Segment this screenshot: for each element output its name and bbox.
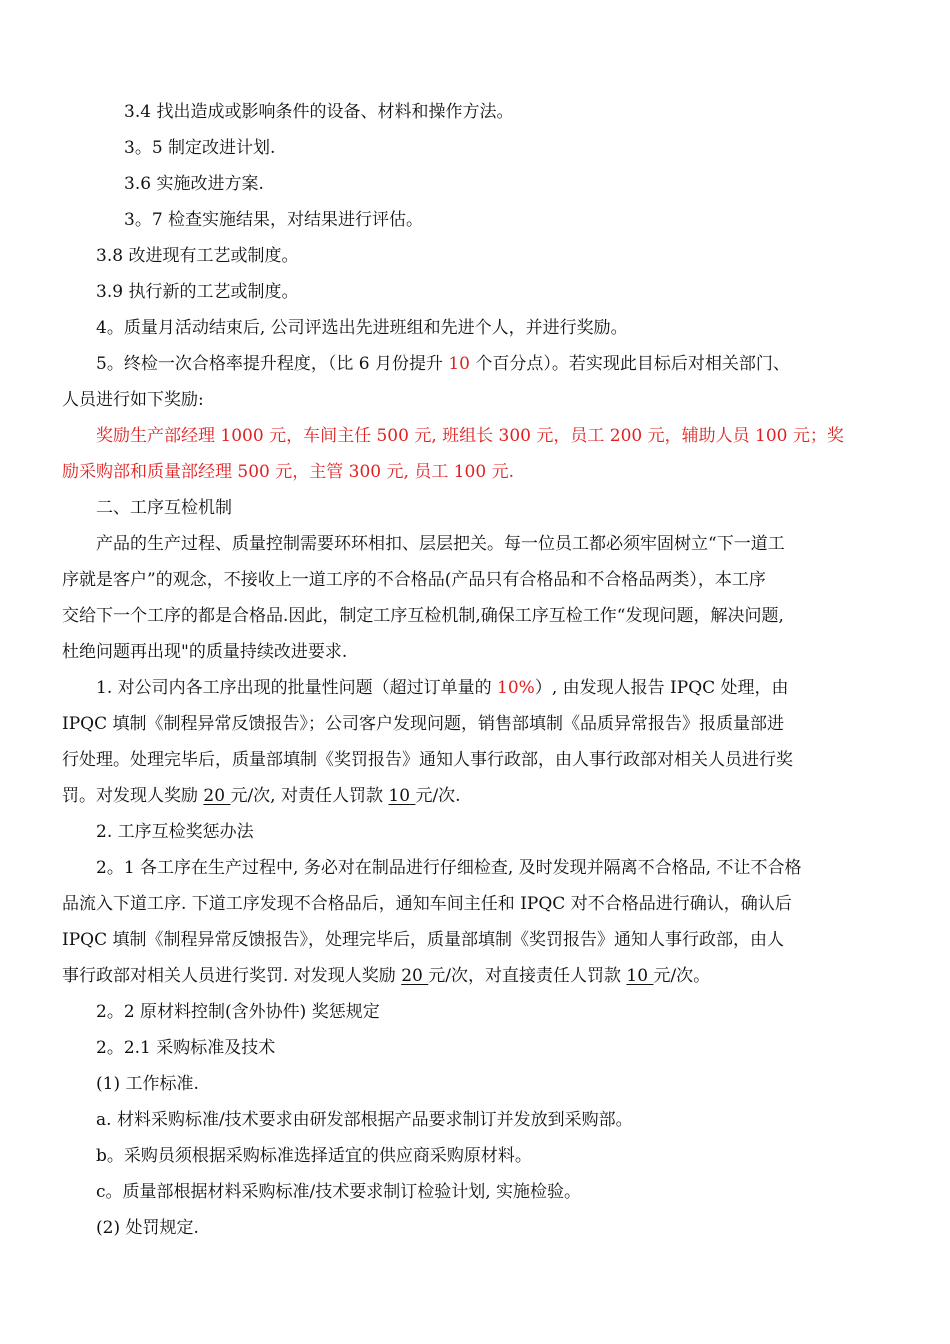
text-run: 个百分点）。若实现此目标后对相关部门、 bbox=[469, 354, 790, 374]
underlined-amount: 10 bbox=[388, 786, 416, 806]
item-2-1-line-3: IPQC 填制《制程异常反馈报告》，处理完毕后，质量部填制《奖罚报告》通知人事行政部，由人 bbox=[62, 930, 785, 950]
work-standard-heading: (1) 工作标准. bbox=[96, 1074, 199, 1094]
underlined-amount: 10 bbox=[626, 966, 654, 986]
text-run: 元/次. bbox=[415, 786, 461, 806]
text-run: 罚。对发现人奖励 bbox=[62, 786, 204, 806]
item-1-line-2: IPQC 填制《制程异常反馈报告》；公司客户发现问题，销售部填制《品质异常报告》报质量部进 bbox=[62, 714, 785, 734]
reward-line-2: 励采购部和质量部经理 500 元，主管 300 元, 员工 100 元. bbox=[62, 462, 514, 482]
item-1-line-3: 行处理。处理完毕后，质量部填制《奖罚报告》通知人事行政部，由人事行政部对相关人员进行奖 bbox=[62, 750, 793, 770]
paragraph-3-8: 3.8 改进现有工艺或制度。 bbox=[96, 246, 299, 266]
reward-line-1: 奖励生产部经理 1000 元，车间主任 500 元, 班组长 300 元，员工 200 元，辅助人员 100 元；奖 bbox=[96, 426, 844, 446]
highlight-run: 10% bbox=[497, 678, 535, 698]
intro-line-3: 交给下一个工序的都是合格品.因此，制定工序互检机制,确保工序互检工作“发现问题，解决问题, bbox=[62, 606, 784, 626]
standard-item-b: b。采购员须根据采购标准选择适宜的供应商采购原材料。 bbox=[96, 1146, 532, 1166]
paragraph-5-line-1 bbox=[96, 352, 790, 376]
section-heading-2: 二、工序互检机制 bbox=[96, 498, 232, 518]
text-run: 元/次, 对责任人罚款 bbox=[230, 786, 389, 806]
underlined-amount: 20 bbox=[401, 966, 429, 986]
item-2-heading: 2. 工序互检奖惩办法 bbox=[96, 822, 254, 842]
paragraph-3-7: 3。7 检查实施结果，对结果进行评估。 bbox=[124, 210, 424, 230]
intro-line-1: 产品的生产过程、质量控制需要环环相扣、层层把关。每一位员工都必须牢固树立“下一道工 bbox=[96, 534, 785, 554]
standard-item-a: a. 材料采购标准/技术要求由研发部根据产品要求制订并发放到采购部。 bbox=[96, 1110, 633, 1130]
item-2-1-line-1: 2。1 各工序在生产过程中, 务必对在制品进行仔细检查, 及时发现并隔离不合格品, 不让不合格 bbox=[96, 858, 802, 878]
paragraph-4: 4。质量月活动结束后, 公司评选出先进班组和先进个人，并进行奖励。 bbox=[96, 318, 628, 338]
paragraph-5-line-2: 人员进行如下奖励: bbox=[62, 390, 204, 410]
standard-item-c: c。质量部根据材料采购标准/技术要求制订检验计划, 实施检验。 bbox=[96, 1182, 582, 1202]
paragraph-3-9: 3.9 执行新的工艺或制度。 bbox=[96, 282, 299, 302]
text-run: 5。终检一次合格率提升程度，（比 6 月份提升 bbox=[96, 354, 449, 374]
text-run: 元/次。 bbox=[653, 966, 711, 986]
item-2-2-1-heading: 2。2.1 采购标准及技术 bbox=[96, 1038, 276, 1058]
underlined-amount: 20 bbox=[203, 786, 231, 806]
highlight-run: 10 bbox=[448, 354, 470, 374]
paragraph-3-4: 3.4 找出造成或影响条件的设备、材料和操作方法。 bbox=[124, 102, 514, 122]
penalty-heading: (2) 处罚规定. bbox=[96, 1218, 199, 1238]
item-2-2-heading: 2。2 原材料控制(含外协件) 奖惩规定 bbox=[96, 1002, 380, 1022]
item-2-1-line-2: 品流入下道工序. 下道工序发现不合格品后，通知车间主任和 IPQC 对不合格品进行确认，确认后 bbox=[62, 894, 792, 914]
text-run: 1. 对公司内各工序出现的批量性问题（超过订单量的 bbox=[96, 678, 498, 698]
paragraph-3-6: 3.6 实施改进方案. bbox=[124, 174, 264, 194]
item-1-line-1 bbox=[96, 676, 789, 700]
intro-line-4: 杜绝问题再出现"的质量持续改进要求. bbox=[62, 642, 348, 662]
paragraph-3-5: 3。5 制定改进计划. bbox=[124, 138, 276, 158]
intro-line-2: 序就是客户”的观念，不接收上一道工序的不合格品(产品只有合格品和不合格品两类），本工序 bbox=[62, 570, 766, 590]
text-run: 元/次，对直接责任人罚款 bbox=[428, 966, 627, 986]
text-run: ）, 由发现人报告 IPQC 处理，由 bbox=[534, 678, 789, 698]
text-run: 事行政部对相关人员进行奖罚. 对发现人奖励 bbox=[62, 966, 402, 986]
item-1-line-4 bbox=[62, 784, 461, 808]
item-2-1-line-4 bbox=[62, 964, 710, 988]
